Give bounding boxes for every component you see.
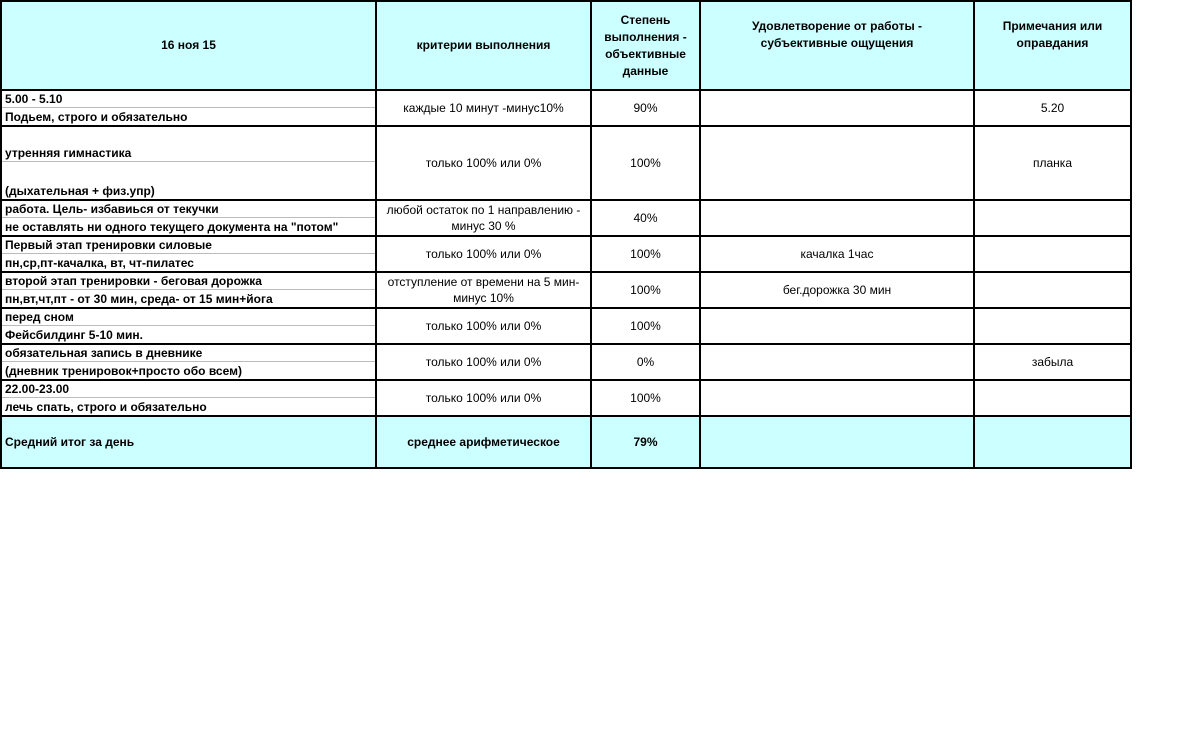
criteria-text: только 100% или 0% [425, 319, 542, 333]
note-cell[interactable] [974, 308, 1131, 344]
header-row [1, 1, 1131, 90]
note-cell[interactable] [974, 344, 1131, 380]
criteria-cell[interactable] [376, 380, 591, 416]
criteria-cell[interactable] [376, 272, 591, 308]
header-objective-line: объективные [605, 46, 686, 61]
header-criteria: критерии выполнения [416, 38, 551, 52]
criteria-text: только 100% или 0% [425, 355, 542, 369]
task-detail: не оставлять ни одного текущего документа на "потом" [5, 220, 339, 234]
header-notes-cell[interactable] [974, 1, 1131, 90]
table-row [1, 90, 1131, 126]
task-cell[interactable] [1, 236, 376, 272]
subjective-text: качалка 1час [800, 247, 874, 261]
criteria-cell[interactable] [376, 200, 591, 236]
task-title: утренняя гимнастика [2, 127, 375, 162]
percent-value: 100% [630, 247, 661, 261]
header-criteria-cell[interactable] [376, 1, 591, 90]
footer-subjective-cell[interactable] [700, 416, 974, 468]
percent-cell[interactable] [591, 272, 700, 308]
header-date: 16 ноя 15 [161, 38, 216, 52]
task-cell[interactable] [1, 308, 376, 344]
footer-label-cell[interactable] [1, 416, 376, 468]
percent-cell[interactable] [591, 126, 700, 200]
percent-value: 40% [633, 211, 658, 225]
task-detail: пн,ср,пт-качалка, вт, чт-пилатес [5, 256, 194, 270]
task-title: 5.00 - 5.10 [2, 91, 375, 108]
note-cell[interactable] [974, 380, 1131, 416]
task-cell[interactable] [1, 126, 376, 200]
criteria-cell[interactable] [376, 126, 591, 200]
percent-value: 100% [630, 391, 661, 405]
criteria-text: минус 30 % [451, 219, 516, 233]
criteria-text: отступление от времени на 5 мин- [387, 275, 580, 289]
criteria-text: каждые 10 минут -минус10% [403, 101, 564, 115]
note-cell[interactable] [974, 236, 1131, 272]
percent-cell[interactable] [591, 308, 700, 344]
percent-cell[interactable] [591, 344, 700, 380]
percent-cell[interactable] [591, 380, 700, 416]
note-text: планка [1033, 156, 1072, 170]
table-row [1, 380, 1131, 416]
footer-note-cell[interactable] [974, 416, 1131, 468]
criteria-cell[interactable] [376, 236, 591, 272]
footer-row [1, 416, 1131, 468]
criteria-text: только 100% или 0% [425, 247, 542, 261]
task-detail: пн,вт,чт,пт - от 30 мин, среда- от 15 мин+йога [5, 292, 273, 306]
header-subjective-line: Удовлетворение от работы - [751, 19, 923, 33]
note-cell[interactable] [974, 90, 1131, 126]
task-title: работа. Цель- избавиься от текучки [2, 201, 375, 218]
note-cell[interactable] [974, 272, 1131, 308]
subjective-cell[interactable] [700, 272, 974, 308]
percent-value: 100% [630, 156, 661, 170]
footer-label: Средний итог за день [5, 435, 135, 449]
task-title: 22.00-23.00 [2, 381, 375, 398]
criteria-text: минус 10% [453, 291, 514, 305]
header-date-cell[interactable] [1, 1, 376, 90]
header-subjective-line: субъективные ощущения [760, 36, 914, 50]
percent-cell[interactable] [591, 200, 700, 236]
note-cell[interactable] [974, 200, 1131, 236]
table-row [1, 272, 1131, 308]
task-cell[interactable] [1, 344, 376, 380]
task-title: Первый этап тренировки силовые [2, 237, 375, 254]
criteria-cell[interactable] [376, 344, 591, 380]
task-cell[interactable] [1, 90, 376, 126]
header-notes-line: оправдания [1016, 36, 1089, 50]
table-row [1, 126, 1131, 200]
footer-criteria: среднее арифметическое [407, 435, 560, 449]
task-title: обязательная запись в дневнике [2, 345, 375, 362]
task-title: второй этап тренировки - беговая дорожка [2, 273, 375, 290]
footer-criteria-cell[interactable] [376, 416, 591, 468]
subjective-cell[interactable] [700, 308, 974, 344]
note-cell[interactable] [974, 126, 1131, 200]
criteria-cell[interactable] [376, 90, 591, 126]
header-notes-line: Примечания или [1002, 19, 1103, 33]
task-detail: (дневник тренировок+просто обо всем) [5, 364, 242, 378]
header-subjective-cell[interactable] [700, 1, 974, 90]
task-cell[interactable] [1, 272, 376, 308]
task-detail: Подьем, строго и обязательно [5, 110, 188, 124]
task-detail: (дыхательная + физ.упр) [5, 184, 155, 198]
header-objective-cell[interactable] [591, 1, 700, 90]
task-detail: лечь спать, строго и обязательно [5, 400, 207, 414]
subjective-cell[interactable] [700, 90, 974, 126]
percent-value: 90% [633, 101, 658, 115]
table-row [1, 236, 1131, 272]
subjective-cell[interactable] [700, 200, 974, 236]
criteria-text: любой остаток по 1 направлению - [386, 203, 581, 217]
criteria-cell[interactable] [376, 308, 591, 344]
header-objective-line: выполнения - [604, 29, 687, 44]
note-text: забыла [1031, 355, 1074, 369]
percent-cell[interactable] [591, 236, 700, 272]
task-title: перед сном [2, 309, 375, 326]
header-objective-line: Степень [620, 12, 671, 27]
subjective-text: бег.дорожка 30 мин [782, 283, 892, 297]
subjective-cell[interactable] [700, 380, 974, 416]
percent-cell[interactable] [591, 90, 700, 126]
footer-percent-cell[interactable] [591, 416, 700, 468]
footer-percent: 79% [633, 435, 658, 449]
table-row [1, 200, 1131, 236]
task-cell[interactable] [1, 200, 376, 236]
criteria-text: только 100% или 0% [425, 391, 542, 405]
table-row [1, 308, 1131, 344]
table-row [1, 344, 1131, 380]
task-cell[interactable] [1, 380, 376, 416]
percent-value: 100% [630, 283, 661, 297]
percent-value: 0% [636, 355, 655, 369]
percent-value: 100% [630, 319, 661, 333]
subjective-cell[interactable] [700, 344, 974, 380]
criteria-text: только 100% или 0% [425, 156, 542, 170]
subjective-cell[interactable] [700, 126, 974, 200]
subjective-cell[interactable] [700, 236, 974, 272]
header-objective-line: данные [622, 63, 669, 78]
task-detail: Фейсбилдинг 5-10 мин. [5, 328, 143, 342]
note-text: 5.20 [1040, 101, 1065, 115]
